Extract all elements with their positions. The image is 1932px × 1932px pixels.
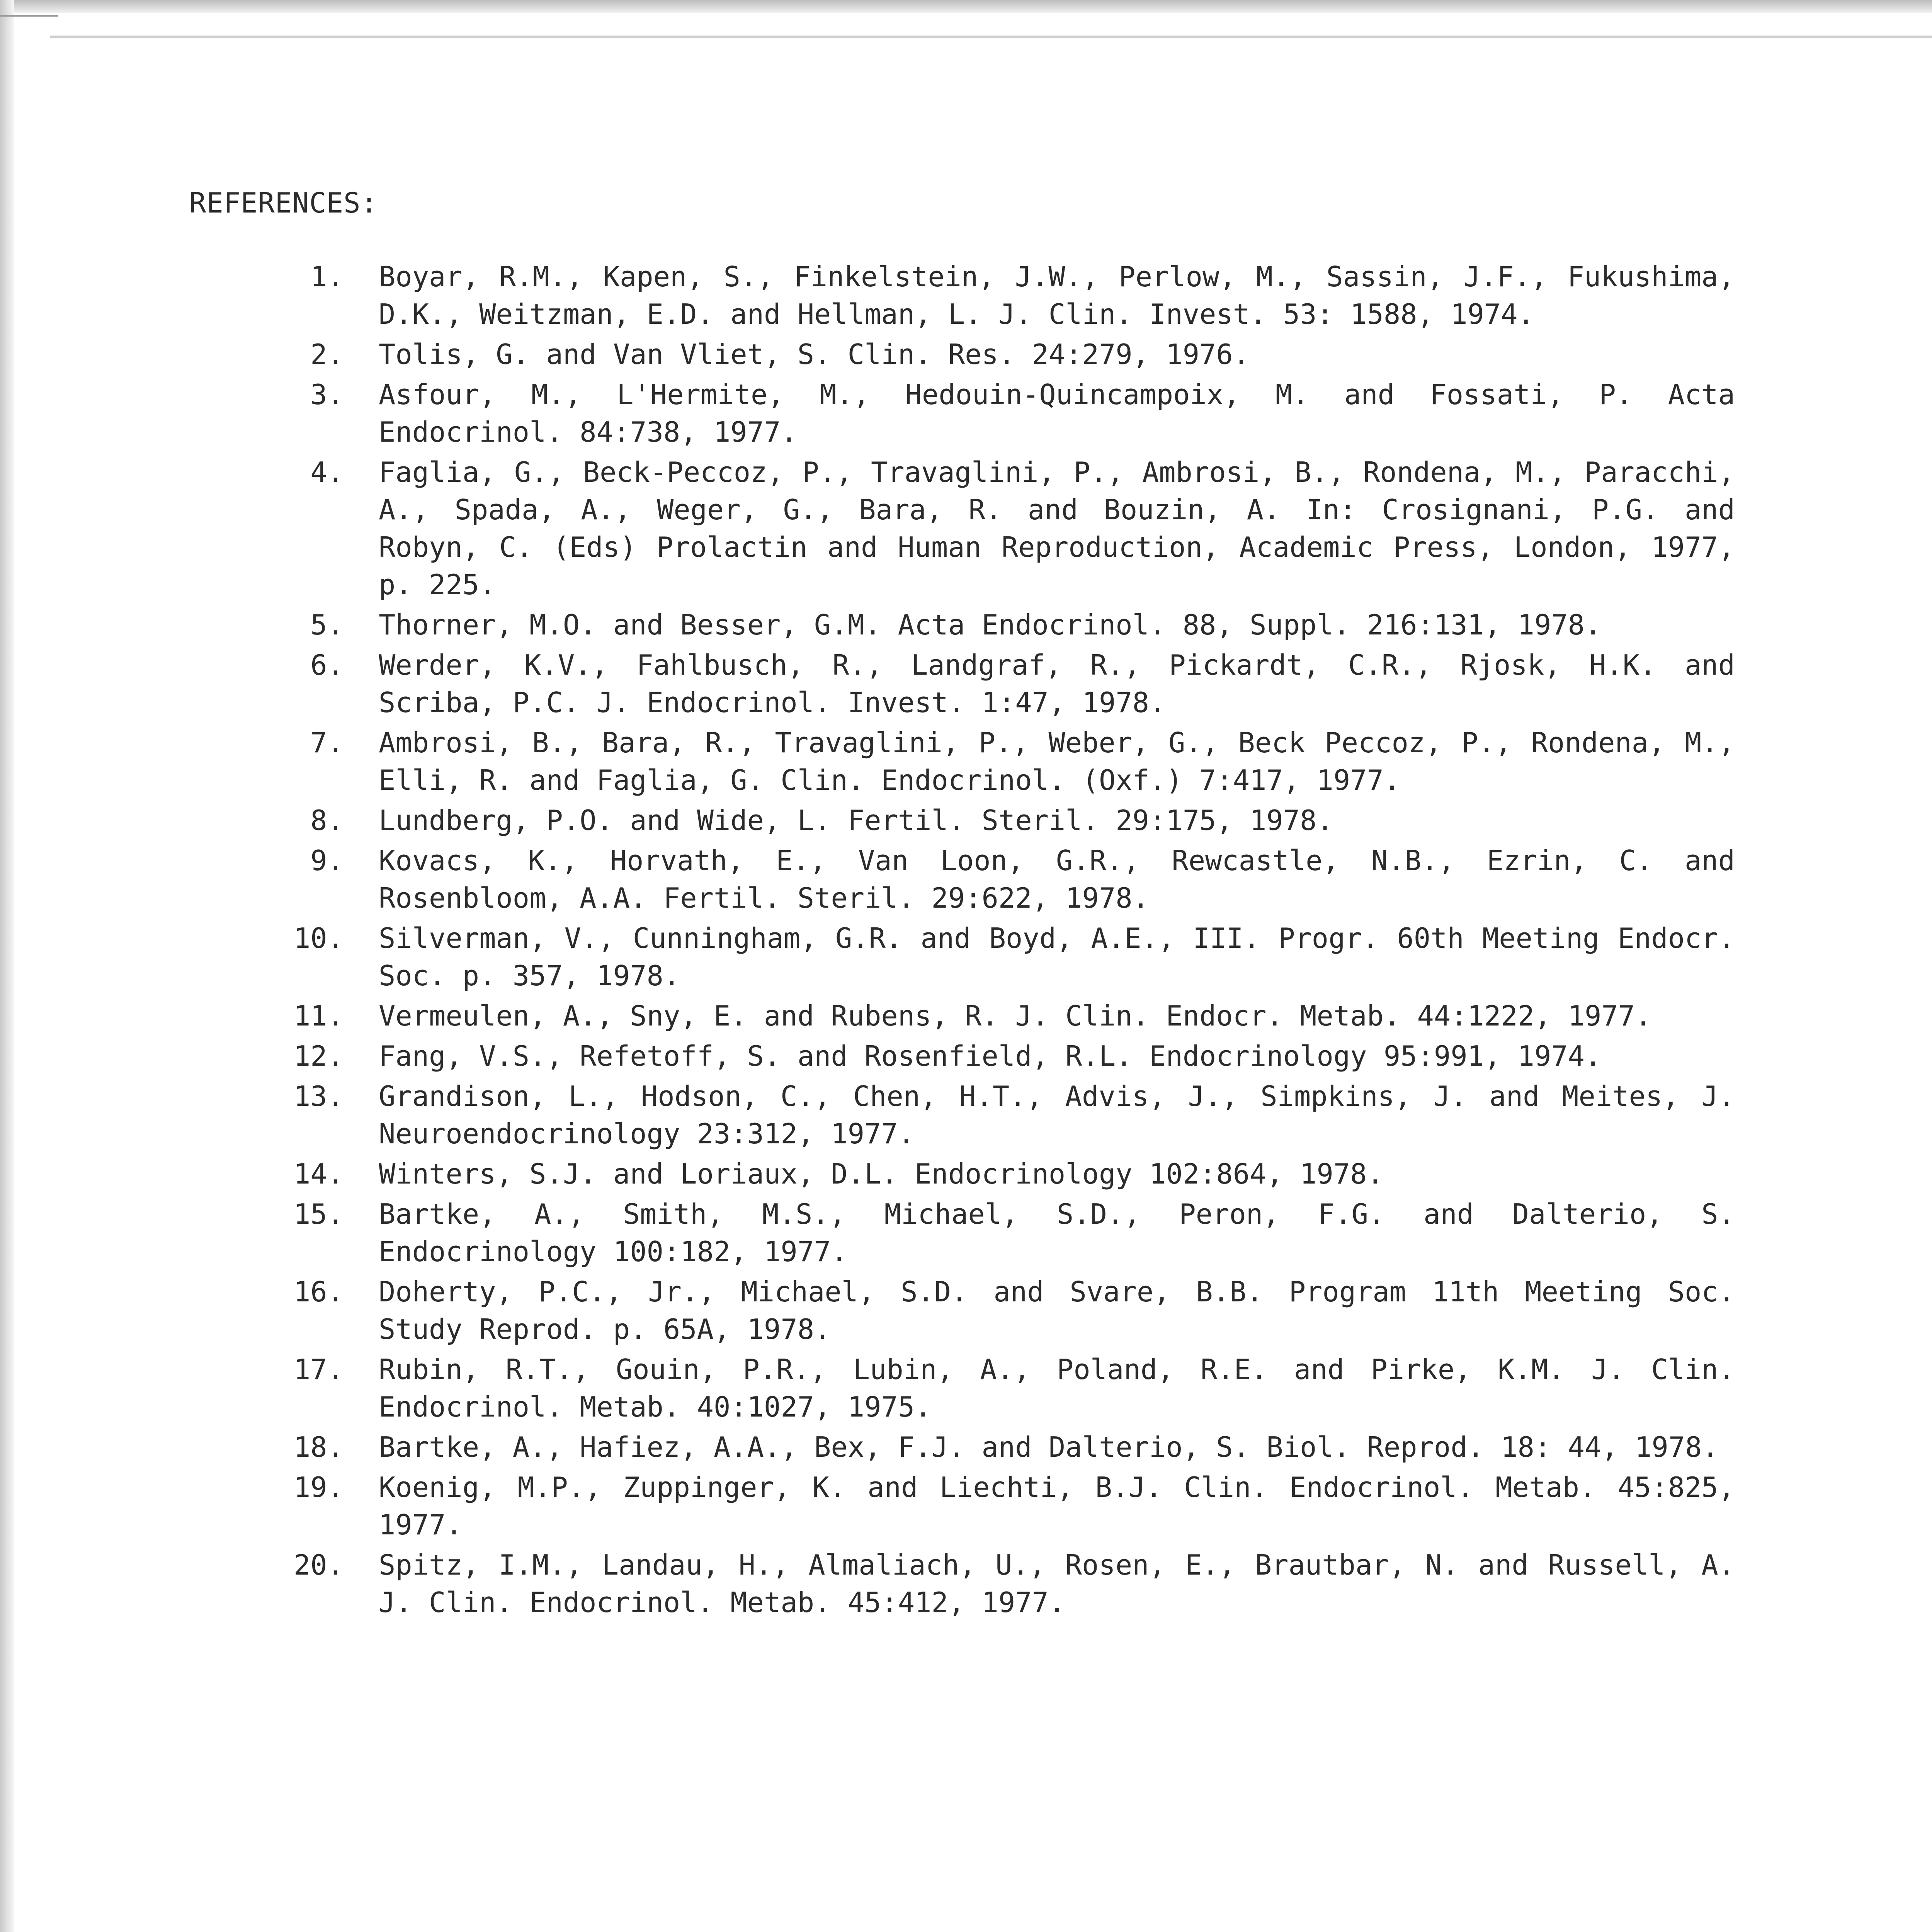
reference-item: [267, 724, 1735, 799]
reference-number: 8.: [310, 804, 344, 837]
reference-number: 11.: [293, 1000, 344, 1032]
reference-number: 7.: [310, 726, 344, 759]
reference-item: [267, 802, 1735, 839]
reference-item: [267, 646, 1735, 721]
scan-edge-top: [0, 0, 1932, 13]
reference-number: 12.: [293, 1040, 344, 1072]
references-heading: REFERENCES:: [189, 187, 378, 219]
reference-item: [267, 606, 1735, 644]
reference-number: 18.: [293, 1431, 344, 1463]
reference-item: [267, 842, 1735, 917]
reference-text: Bartke, A., Smith, M.S., Michael, S.D., Peron, F.G. and Dalterio, S. Endocrinology 100:182, 1977.: [379, 1198, 1735, 1268]
reference-number: 6.: [310, 649, 344, 681]
reference-number: 13.: [293, 1080, 344, 1112]
reference-text: Tolis, G. and Van Vliet, S. Clin. Res. 24:279, 1976.: [379, 338, 1250, 371]
reference-item: [267, 336, 1735, 373]
reference-text: Werder, K.V., Fahlbusch, R., Landgraf, R., Pickardt, C.R., Rjosk, H.K. and Scriba, P.C. J. Endocrinol. Invest. 1:47, 1978.: [379, 649, 1735, 719]
reference-item: [267, 1273, 1735, 1348]
reference-number: 5.: [310, 609, 344, 641]
reference-text: Faglia, G., Beck-Peccoz, P., Travaglini, P., Ambrosi, B., Rondena, M., Paracchi, A., Spada, A., Weger, G., Bara, R. and Bouzin, A. In: Crosignani, P.G. and Robyn, C. (Eds) Prolactin and Human Reproduction, Academic Press, London, 1977, p. 225.: [379, 456, 1735, 601]
reference-text: Ambrosi, B., Bara, R., Travaglini, P., Weber, G., Beck Peccoz, P., Rondena, M., Elli, R. and Faglia, G. Clin. Endocrinol. (Oxf.) 7:417, 1977.: [379, 726, 1735, 796]
reference-text: Kovacs, K., Horvath, E., Van Loon, G.R., Rewcastle, N.B., Ezrin, C. and Rosenbloom, A.A. Fertil. Steril. 29:622, 1978.: [379, 844, 1735, 914]
reference-number: 9.: [310, 844, 344, 877]
reference-text: Lundberg, P.O. and Wide, L. Fertil. Steril. 29:175, 1978.: [379, 804, 1333, 837]
reference-number: 16.: [293, 1276, 344, 1308]
scan-edge-left: [0, 0, 14, 1932]
reference-item: [267, 1546, 1735, 1621]
reference-item: [267, 1469, 1735, 1544]
reference-number: 3.: [310, 378, 344, 411]
reference-number: 14.: [293, 1158, 344, 1190]
reference-number: 19.: [293, 1471, 344, 1503]
scan-rule: [50, 36, 1932, 38]
reference-text: Fang, V.S., Refetoff, S. and Rosenfield, R.L. Endocrinology 95:991, 1974.: [379, 1040, 1602, 1072]
reference-number: 10.: [293, 922, 344, 954]
reference-text: Doherty, P.C., Jr., Michael, S.D. and Svare, B.B. Program 11th Meeting Soc. Study Reprod. p. 65A, 1978.: [379, 1276, 1735, 1345]
reference-number: 4.: [310, 456, 344, 488]
reference-text: Asfour, M., L'Hermite, M., Hedouin-Quincampoix, M. and Fossati, P. Acta Endocrinol. 84:738, 1977.: [379, 378, 1735, 448]
reference-number: 15.: [293, 1198, 344, 1230]
reference-item: [267, 1037, 1735, 1075]
reference-item: [267, 1429, 1735, 1466]
reference-item: [267, 454, 1735, 604]
reference-text: Koenig, M.P., Zuppinger, K. and Liechti, B.J. Clin. Endocrinol. Metab. 45:825, 1977.: [379, 1471, 1735, 1541]
reference-text: Winters, S.J. and Loriaux, D.L. Endocrinology 102:864, 1978.: [379, 1158, 1384, 1190]
reference-text: Spitz, I.M., Landau, H., Almaliach, U., Rosen, E., Brautbar, N. and Russell, A. J. Clin. Endocrinol. Metab. 45:412, 1977.: [379, 1549, 1735, 1619]
reference-text: Grandison, L., Hodson, C., Chen, H.T., Advis, J., Simpkins, J. and Meites, J. Neuroendocrinology 23:312, 1977.: [379, 1080, 1735, 1150]
reference-item: [267, 258, 1735, 333]
reference-item: [267, 1155, 1735, 1193]
reference-text: Bartke, A., Hafiez, A.A., Bex, F.J. and Dalterio, S. Biol. Reprod. 18: 44, 1978.: [379, 1431, 1719, 1463]
reference-text: Thorner, M.O. and Besser, G.M. Acta Endocrinol. 88, Suppl. 216:131, 1978.: [379, 609, 1602, 641]
reference-item: [267, 376, 1735, 451]
reference-item: [267, 920, 1735, 995]
reference-item: [267, 1078, 1735, 1153]
reference-item: [267, 1196, 1735, 1270]
reference-number: 17.: [293, 1353, 344, 1386]
reference-number: 1.: [310, 260, 344, 293]
reference-text: Silverman, V., Cunningham, G.R. and Boyd, A.E., III. Progr. 60th Meeting Endocr. Soc. p. 357, 1978.: [379, 922, 1735, 992]
reference-text: Rubin, R.T., Gouin, P.R., Lubin, A., Poland, R.E. and Pirke, K.M. J. Clin. Endocrinol. Metab. 40:1027, 1975.: [379, 1353, 1735, 1423]
reference-item: [267, 997, 1735, 1035]
reference-number: 2.: [310, 338, 344, 371]
scan-notch: [0, 15, 58, 17]
reference-text: Boyar, R.M., Kapen, S., Finkelstein, J.W., Perlow, M., Sassin, J.F., Fukushima, D.K., Weitzman, E.D. and Hellman, L. J. Clin. Invest. 53: 1588, 1974.: [379, 260, 1735, 330]
reference-number: 20.: [293, 1549, 344, 1581]
reference-item: [267, 1351, 1735, 1426]
reference-text: Vermeulen, A., Sny, E. and Rubens, R. J. Clin. Endocr. Metab. 44:1222, 1977.: [379, 1000, 1652, 1032]
reference-list: [267, 258, 1735, 1624]
